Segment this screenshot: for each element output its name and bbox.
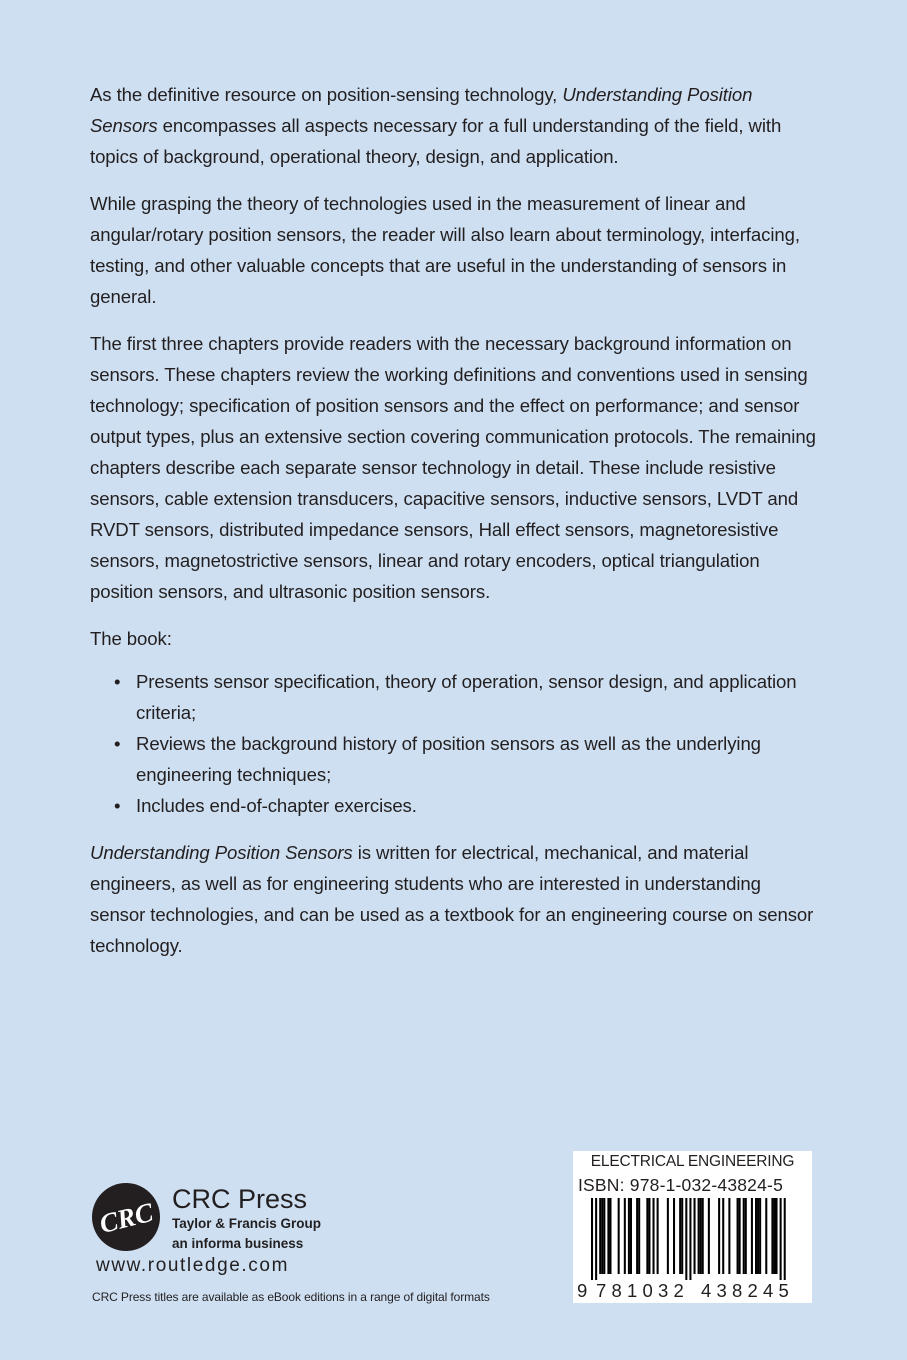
audience-text: is written for electrical, mechanical, and material engineers, as well as for engineering students who are interested in understanding sensor technologies, and can be used as a textbook for an engineering course on sensor technology. <box>90 842 814 956</box>
book-features-label: The book: <box>90 628 172 649</box>
barcode-bar <box>698 1198 700 1274</box>
bullet-icon: • <box>114 795 121 816</box>
barcode-bar <box>702 1198 704 1274</box>
barcode-bar <box>759 1198 761 1274</box>
barcode-bar <box>739 1198 741 1274</box>
barcode-bar <box>657 1198 659 1274</box>
barcode-bar <box>718 1198 720 1274</box>
barcode-bar <box>607 1198 609 1274</box>
barcode-bar <box>771 1198 773 1274</box>
intro-text: As the definitive resource on position-sensing technology, <box>90 84 563 105</box>
barcode-bar <box>624 1198 626 1274</box>
list-item-text: Reviews the background history of position sensors as well as the underlying engineering techniques; <box>136 733 761 785</box>
barcode-bar <box>689 1198 691 1280</box>
barcode-digit-first: 9 <box>577 1280 588 1301</box>
bullet-icon: • <box>114 733 121 754</box>
barcode-bar <box>728 1198 730 1274</box>
book-title-italic: Understanding Position Sensors <box>90 842 353 863</box>
barcode-bar <box>636 1198 638 1274</box>
list-item <box>90 790 820 821</box>
barcode-bar <box>603 1198 605 1274</box>
barcode-bar <box>609 1198 611 1274</box>
barcode-bar <box>648 1198 650 1274</box>
barcode-bar <box>628 1198 630 1274</box>
paragraph-intro <box>90 79 820 172</box>
barcode-bar <box>745 1198 747 1274</box>
paragraph-theory: While grasping the theory of technologies used in the measurement of linear and angular/rotary position sensors, the reader will also learn about terminology, interfacing, testing, and other valuable concepts that are useful in the understanding of sensors in general. <box>90 193 800 307</box>
intro-text-continued: encompasses all aspects necessary for a full understanding of the field, with topics of background, operational theory, design, and application. <box>90 115 782 167</box>
back-cover-description <box>90 79 820 977</box>
barcode-bar <box>757 1198 759 1274</box>
publisher-name: CRC Press <box>172 1184 308 1214</box>
barcode-bar <box>773 1198 775 1274</box>
barcode-bar <box>595 1198 597 1280</box>
publisher-website: www.routledge.com <box>96 1255 289 1276</box>
barcode-bar <box>743 1198 745 1274</box>
barcode-bar <box>751 1198 753 1274</box>
paragraph-chapters: The first three chapters provide readers with the necessary background information on sensors. These chapters review the working definitions and conventions used in sensing technology; specification of position sensors and the effect on performance; and sensor output types, plus an extensive section covering communication protocols. The remaining chapters describe each separate sensor technology in detail. These include resistive sensors, cable extension transducers, capacitive sensors, inductive sensors, LVDT and RVDT sensors, distributed impedance sensors, Hall effect sensors, magnetoresistive sensors, magnetostrictive sensors, linear and rotary encoders, optical triangulation position sensors, and ultrasonic position sensors. <box>90 333 816 602</box>
barcode-bar <box>681 1198 683 1274</box>
list-item <box>90 728 820 790</box>
barcode-bar <box>601 1198 603 1274</box>
barcode-bar <box>638 1198 640 1274</box>
barcode-bar <box>700 1198 702 1274</box>
barcode-bar <box>784 1198 786 1280</box>
isbn-label: ISBN: 978-1-032-43824-5 <box>578 1175 784 1195</box>
barcode-bars <box>573 1198 812 1280</box>
barcode-digits-left: 781032 <box>596 1280 689 1301</box>
subject-category: ELECTRICAL ENGINEERING <box>590 1153 795 1170</box>
barcode-bar <box>694 1198 696 1274</box>
feature-list <box>90 666 820 821</box>
bullet-icon: • <box>114 671 121 692</box>
barcode-bar <box>765 1198 767 1274</box>
barcode-bar <box>780 1198 782 1280</box>
publisher-group: Taylor & Francis Group <box>172 1216 322 1231</box>
list-item <box>90 666 820 728</box>
barcode-panel <box>573 1151 812 1303</box>
list-item-text: Includes end-of-chapter exercises. <box>136 795 417 816</box>
logo-text: CRC <box>96 1196 157 1240</box>
barcode-bar <box>679 1198 681 1274</box>
barcode-bar <box>591 1198 593 1280</box>
barcode-bar <box>737 1198 739 1274</box>
barcode-bar <box>685 1198 687 1280</box>
crc-logo-icon <box>92 1183 160 1251</box>
barcode-bar <box>722 1198 724 1274</box>
barcode-bar <box>599 1198 601 1274</box>
barcode-digits-right: 438245 <box>701 1280 794 1301</box>
barcode-bar <box>673 1198 675 1274</box>
barcode-bar <box>776 1198 778 1274</box>
paragraph-audience <box>90 837 820 961</box>
ebook-note: CRC Press titles are available as eBook editions in a range of digital formats <box>92 1290 490 1304</box>
barcode-bar <box>618 1198 620 1274</box>
list-item-text: Presents sensor specification, theory of operation, sensor design, and application criteria; <box>136 671 797 723</box>
publisher-tagline: an informa business <box>172 1236 304 1251</box>
book-title-italic: Understanding Position Sensors <box>90 84 753 136</box>
barcode-bar <box>708 1198 710 1274</box>
barcode-bar <box>755 1198 757 1274</box>
barcode-bar <box>630 1198 632 1274</box>
barcode-bar <box>667 1198 669 1274</box>
barcode-bar <box>653 1198 655 1274</box>
barcode-bar <box>646 1198 648 1274</box>
